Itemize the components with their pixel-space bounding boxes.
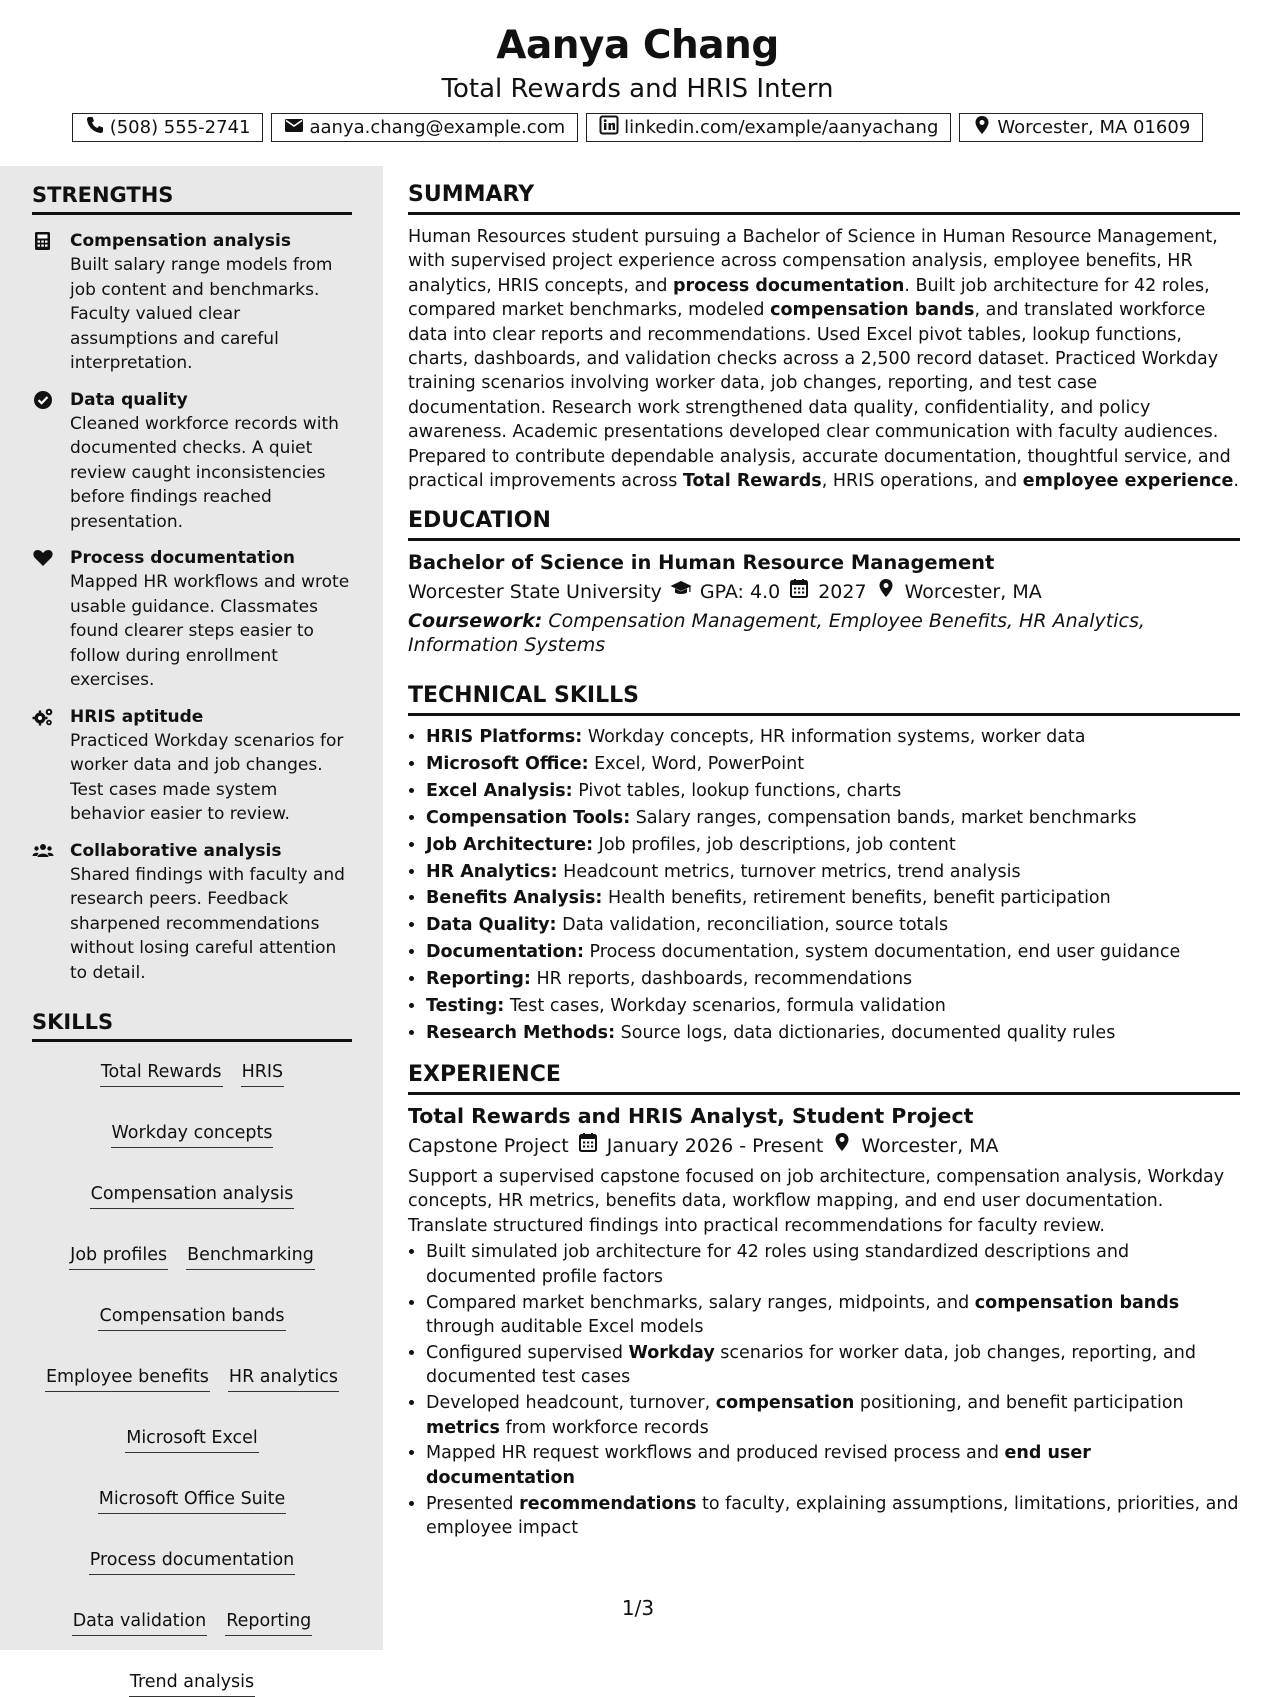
strength-title: Collaborative analysis — [70, 840, 282, 861]
list-item: • Excel Analysis: Pivot tables, lookup functions, charts — [426, 778, 1240, 805]
strength-title: Process documentation — [70, 548, 295, 568]
list-item: • Compensation Tools: Salary ranges, compensation bands, market benchmarks — [426, 805, 1240, 832]
strength-title: Compensation analysis — [70, 231, 291, 251]
strength-item — [32, 229, 352, 376]
education-section — [408, 508, 1240, 657]
list-item: • HR Analytics: Headcount metrics, turnover metrics, trend analysis — [426, 859, 1240, 886]
list-item: • Documentation: Process documentation, system documentation, end user guidance — [426, 939, 1240, 966]
skills-heading: SKILLS — [32, 1009, 352, 1042]
list-item: • Developed headcount, turnover, compensation positioning, and benefit participation metrics from workforce records — [426, 1391, 1240, 1440]
contact-location-text: Worcester, MA 01609 — [997, 117, 1191, 138]
skill-tag: Total Rewards — [100, 1060, 223, 1087]
list-item: • HRIS Platforms: Workday concepts, HR information systems, worker data — [426, 724, 1240, 751]
contact-email[interactable] — [271, 113, 578, 142]
job-dates: January 2026 - Present — [606, 1135, 824, 1157]
skill-tag: Compensation bands — [98, 1304, 285, 1331]
list-item: • Microsoft Office: Excel, Word, PowerPoint — [426, 751, 1240, 778]
map-marker-icon — [972, 115, 992, 140]
list-item: • Compared market benchmarks, salary ranges, midpoints, and compensation bands through auditable Excel models — [426, 1291, 1240, 1340]
skill-tag: Compensation analysis — [90, 1182, 295, 1209]
school-name: Worcester State University — [408, 581, 662, 603]
candidate-title: Total Rewards and HRIS Intern — [441, 74, 834, 104]
skill-tag: Trend analysis — [129, 1670, 255, 1697]
skill-tag: Reporting — [225, 1609, 312, 1636]
strength-desc: Cleaned workforce records with documented checks. A quiet review caught inconsistencies before findings reached presentation. — [70, 413, 339, 532]
envelope-icon — [284, 115, 304, 140]
gpa: GPA: 4.0 — [699, 581, 781, 603]
degree-title: Bachelor of Science in Human Resource Management — [408, 551, 995, 574]
strength-desc: Built salary range models from job content and benchmarks. Faculty valued clear assumptions and careful interpretation. — [70, 255, 333, 373]
page-number: 1/3 — [621, 1596, 655, 1620]
phone-icon — [85, 115, 105, 140]
cogs-icon — [32, 707, 54, 727]
list-item: • Configured supervised Workday scenarios for worker data, job changes, reporting, and documented test cases — [426, 1341, 1240, 1390]
list-item: • Built simulated job architecture for 42 roles using standardized descriptions and documented profile factors — [426, 1240, 1240, 1289]
skill-tag: Employee benefits — [45, 1365, 210, 1392]
strength-desc: Practiced Workday scenarios for worker data and job changes. Test cases made system behavior easier to review. — [70, 730, 344, 824]
skill-tag: HRIS — [241, 1060, 285, 1087]
experience-section — [408, 1062, 1240, 1542]
job-meta — [408, 1131, 1240, 1161]
strength-item — [32, 839, 352, 986]
candidate-name: Aanya Chang — [496, 23, 779, 68]
coursework: Coursework: Compensation Management, Employee Benefits, HR Analytics, Information Systems — [408, 610, 1145, 656]
organization: Capstone Project — [408, 1135, 569, 1157]
skill-tag: Microsoft Office Suite — [98, 1487, 287, 1514]
list-item: • Benefits Analysis: Health benefits, retirement benefits, benefit participation — [426, 885, 1240, 912]
skill-tag: Job profiles — [69, 1243, 168, 1270]
job-title: Total Rewards and HRIS Analyst, Student Project — [408, 1104, 974, 1128]
summary-section — [408, 182, 1240, 493]
strength-item — [32, 546, 352, 693]
skill-tag: Microsoft Excel — [125, 1426, 259, 1453]
contact-linkedin[interactable] — [586, 113, 951, 142]
summary-heading: SUMMARY — [408, 182, 1240, 215]
map-marker-icon — [831, 1131, 853, 1161]
contact-email-text: aanya.chang@example.com — [309, 117, 566, 138]
skill-tag: Workday concepts — [111, 1121, 274, 1148]
contact-phone-text: (508) 555-2741 — [109, 117, 251, 138]
job-description: Support a supervised capstone focused on job architecture, compensation analysis, Workday concepts, HR metrics, benefits data, workflow mapping, and end user documentation. Translate structured findings into practical recommendations for faculty review. — [408, 1167, 1225, 1236]
job-location: Worcester, MA — [861, 1135, 999, 1157]
list-item: • Presented recommendations to faculty, explaining assumptions, limitations, priorities, and employee impact — [426, 1492, 1240, 1541]
technical-skills-list — [408, 724, 1240, 1047]
heart-icon — [32, 548, 54, 568]
calendar-icon — [788, 577, 810, 607]
list-item: • Job Architecture: Job profiles, job descriptions, job content — [426, 832, 1240, 859]
resume-header — [0, 0, 1275, 166]
experience-heading: EXPERIENCE — [408, 1062, 1240, 1095]
calculator-icon — [32, 231, 54, 251]
job-bullets — [408, 1240, 1240, 1540]
skill-tag: Data validation — [72, 1609, 208, 1636]
linkedin-icon — [599, 115, 619, 140]
contact-bar — [0, 113, 1275, 142]
contact-linkedin-text: linkedin.com/example/aanyachang — [624, 117, 939, 138]
strengths-heading: STRENGTHS — [32, 182, 352, 215]
skills-list — [32, 1060, 352, 1697]
list-item: • Reporting: HR reports, dashboards, recommendations — [426, 966, 1240, 993]
contact-location — [959, 113, 1203, 142]
skill-tag: Process documentation — [89, 1548, 296, 1575]
school-location: Worcester, MA — [904, 581, 1042, 603]
strength-title: Data quality — [70, 389, 188, 410]
skill-tag: Benchmarking — [186, 1243, 315, 1270]
technical-skills-heading: TECHNICAL SKILLS — [408, 683, 1240, 716]
list-item: • Research Methods: Source logs, data dictionaries, documented quality rules — [426, 1020, 1240, 1047]
skill-tag: HR analytics — [228, 1365, 339, 1392]
strength-title: HRIS aptitude — [70, 706, 204, 727]
graduation-cap-icon — [670, 577, 692, 607]
contact-phone[interactable] — [72, 113, 264, 142]
strength-item — [32, 705, 352, 827]
sidebar — [0, 166, 383, 1692]
map-marker-icon — [875, 577, 897, 607]
calendar-icon — [577, 1131, 599, 1161]
technical-skills-section — [408, 683, 1240, 1047]
list-item: • Mapped HR request workflows and produced revised process and end user documentation — [426, 1441, 1240, 1490]
list-item: • Data Quality: Data validation, reconciliation, source totals — [426, 912, 1240, 939]
education-meta — [408, 577, 1240, 607]
summary-text: Human Resources student pursuing a Bachelor of Science in Human Resource Management, with supervised project experience across compensation analysis, employee benefits, HR analytics, HRIS concepts, and process documentation. Built job architecture for 42 roles, compared market benchmarks, modeled compensation bands, and translated workforce data into clear reports and recommendations. Used Excel pivot tables, lookup functions, charts, dashboards, and validation checks across a 2,500 record dataset. Practiced Workday training scenarios involving worker data, job changes, reporting, and test case documentation. Research work strengthened data quality, confidentiality, and policy awareness. Academic presentations developed clear communication with faculty audiences. Prepared to contribute dependable analysis, accurate documentation, thoughtful service, and practical improvements across Total Rewards, HRIS operations, and employee experience. — [408, 227, 1239, 492]
users-icon — [32, 841, 54, 861]
strength-desc: Mapped HR workflows and wrote usable guidance. Classmates found clearer steps easier to follow during enrollment exercises. — [70, 572, 350, 690]
check-circle-icon — [32, 390, 54, 410]
strength-desc: Shared findings with faculty and research peers. Feedback sharpened recommendations without losing careful attention to detail. — [70, 864, 345, 983]
education-heading: EDUCATION — [408, 508, 1240, 541]
list-item: • Testing: Test cases, Workday scenarios, formula validation — [426, 993, 1240, 1020]
graduation-year: 2027 — [818, 581, 867, 603]
strength-item — [32, 388, 352, 535]
